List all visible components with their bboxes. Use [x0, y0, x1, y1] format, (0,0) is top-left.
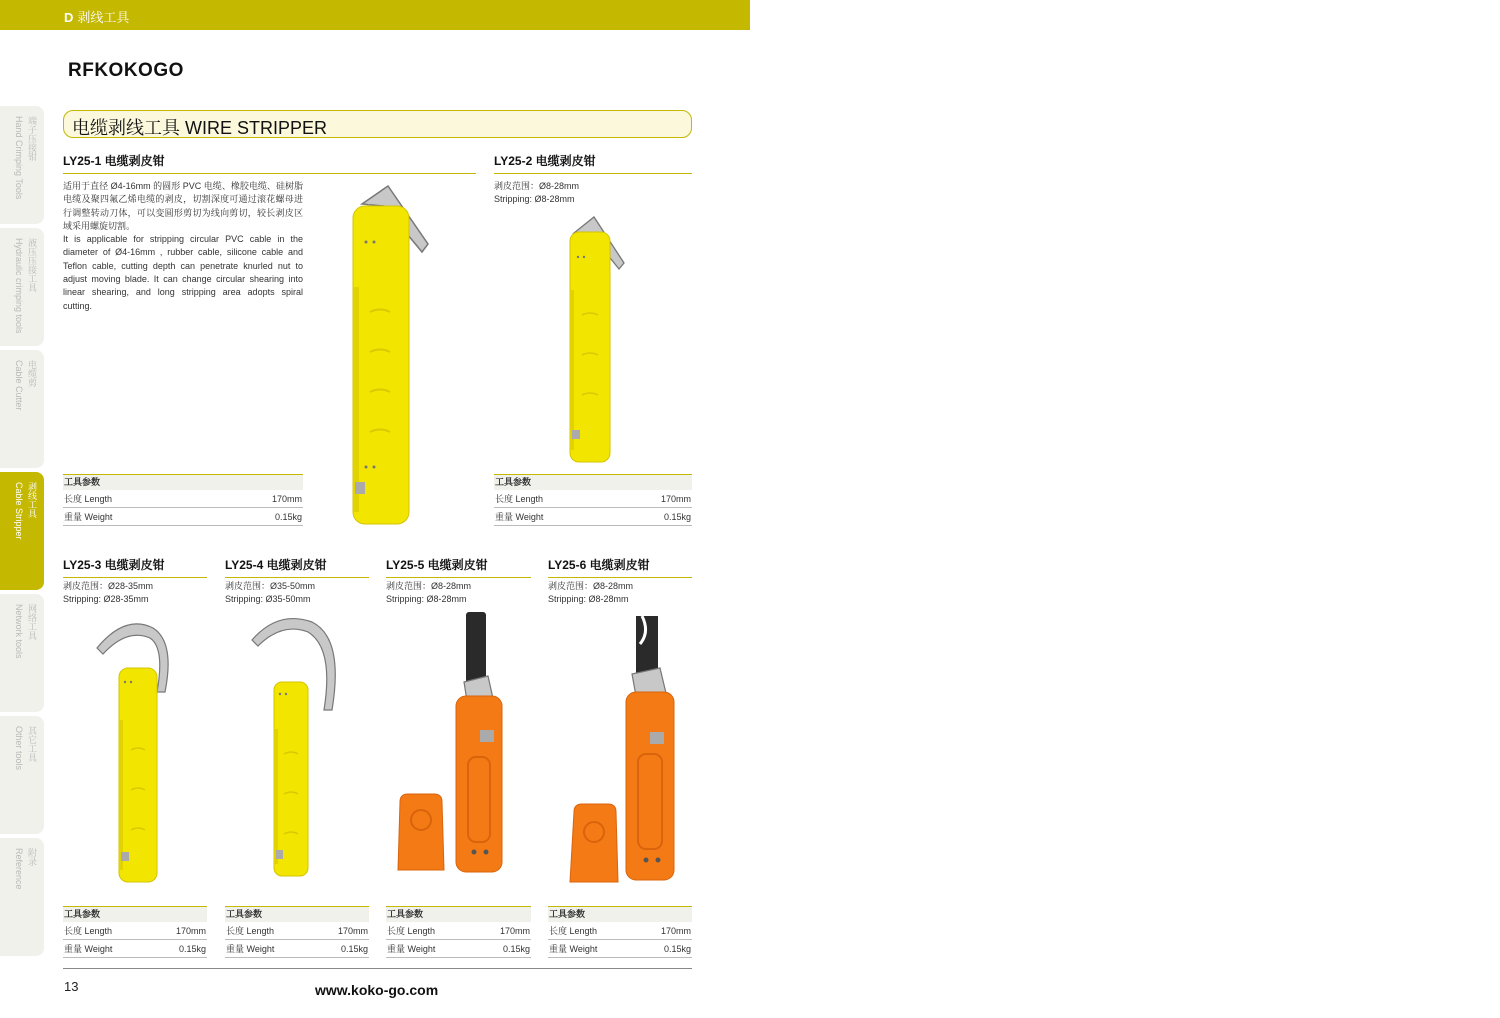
product-range-ly25-5	[386, 580, 531, 607]
side-tab-hand-crimping[interactable]	[0, 106, 44, 224]
product-image-ly25-5	[396, 612, 506, 874]
spec-label: 长度 Length	[64, 926, 113, 936]
range-en: Stripping: Ø8-28mm	[386, 594, 467, 605]
side-tab-hydraulic[interactable]	[0, 228, 44, 346]
spec-row-weight	[63, 508, 303, 526]
website-link[interactable]: www.koko-go.com	[315, 982, 439, 998]
product-range-ly25-6	[548, 580, 692, 607]
spec-title: 工具参数	[63, 474, 303, 490]
spec-value: 0.15kg	[340, 944, 368, 954]
side-tab-label-en: Cable Cutter	[14, 360, 24, 411]
spec-row-weight	[548, 940, 692, 958]
product-title-ly25-2: LY25-2 电缆剥皮钳	[494, 152, 692, 174]
product-range-ly25-3	[63, 580, 207, 607]
range-en: Stripping: Ø8-28mm	[494, 194, 575, 205]
spec-label: 长度 Length	[64, 494, 113, 504]
product-title-ly25-3: LY25-3 电缆剥皮钳	[63, 556, 207, 578]
side-tab-other-tools[interactable]	[0, 716, 44, 834]
spec-title: 工具参数	[494, 474, 692, 490]
spec-label: 长度 Length	[549, 926, 598, 936]
spec-value: 0.15kg	[274, 512, 302, 522]
spec-value: 170mm	[660, 494, 691, 504]
product-image-ly25-2	[560, 215, 635, 465]
spec-table-ly25-4	[225, 906, 369, 958]
spec-table-ly25-6	[548, 906, 692, 958]
product-title-ly25-5: LY25-5 电缆剥皮钳	[386, 556, 531, 578]
side-tab-label-cn: 电缆剪	[27, 360, 37, 387]
spec-row-length	[548, 922, 692, 940]
spec-title: 工具参数	[63, 906, 207, 922]
section-title: 电缆剥线工具 WIRE STRIPPER	[63, 110, 692, 138]
product-title-ly25-4: LY25-4 电缆剥皮钳	[225, 556, 369, 578]
description-cn: 适用于直径 Ø4-16mm 的圆形 PVC 电缆、橡胶电缆、硅树脂电缆及聚四氟乙烯电缆的剥皮，切割深度可通过滚花螺母进行调整转动刀体，可以变圆形剪切为线向剪切，较长剥皮区域采用螺旋切割。	[63, 181, 303, 231]
category-letter: D	[64, 10, 74, 25]
spec-row-weight	[386, 940, 531, 958]
range-en: Stripping: Ø28-35mm	[63, 594, 149, 605]
side-tab-label-cn: 网络工具	[27, 604, 37, 640]
range-cn: 剥皮范围：Ø35-50mm	[225, 581, 316, 591]
spec-value: 0.15kg	[502, 944, 530, 954]
side-tab-label-cn: 剥线工具	[27, 482, 37, 518]
spec-table-ly25-1	[63, 474, 303, 526]
spec-row-length	[225, 922, 369, 940]
product-image-ly25-4	[250, 614, 345, 879]
spec-value: 170mm	[660, 926, 691, 936]
category-header-bar	[0, 0, 750, 30]
spec-table-ly25-5	[386, 906, 531, 958]
spec-title: 工具参数	[225, 906, 369, 922]
spec-value: 170mm	[499, 926, 530, 936]
side-tab-label-cn: 其它工具	[27, 726, 37, 762]
product-image-ly25-1	[340, 182, 440, 527]
spec-title: 工具参数	[386, 906, 531, 922]
spec-label: 重量 Weight	[549, 944, 598, 954]
spec-table-ly25-3	[63, 906, 207, 958]
side-tab-label-cn: 液压压接工具	[27, 238, 37, 292]
spec-value: 170mm	[175, 926, 206, 936]
product-image-ly25-6	[566, 614, 676, 884]
side-tab-label-en: Reference	[14, 848, 24, 890]
spec-label: 长度 Length	[495, 494, 544, 504]
side-tab-label-cn: 附录	[27, 848, 37, 866]
page-number: 13	[64, 979, 79, 994]
product-range-ly25-2	[494, 180, 692, 207]
footer-divider	[63, 968, 692, 969]
description-en: It is applicable for stripping circular PVC cable in the diameter of Ø4-16mm , rubber cable, silicone cable and Teflon cable, cutting depth can penetrate knurled nut to adjust moving blade. It can change circular shearing into linear shearing, and long stripping area adopts spiral cutting.	[63, 234, 303, 311]
side-tab-label-en: Cable Stripper	[14, 482, 24, 540]
product-title-ly25-1: LY25-1 电缆剥皮钳	[63, 152, 476, 174]
product-range-ly25-4	[225, 580, 369, 607]
spec-row-length	[63, 922, 207, 940]
side-tab-cable-stripper[interactable]	[0, 472, 44, 590]
spec-label: 长度 Length	[226, 926, 275, 936]
spec-row-length	[386, 922, 531, 940]
side-tab-label-en: Hydraulic crimping tools	[14, 238, 24, 334]
brand-logo: RFKOKOGO	[68, 60, 184, 81]
spec-title: 工具参数	[548, 906, 692, 922]
range-en: Stripping: Ø35-50mm	[225, 594, 311, 605]
side-tab-label-cn: 端子压接钳	[27, 116, 37, 161]
range-en: Stripping: Ø8-28mm	[548, 594, 629, 605]
spec-row-length	[494, 490, 692, 508]
side-tab-label-en: Network tools	[14, 604, 24, 659]
spec-label: 重量 Weight	[387, 944, 436, 954]
spec-label: 重量 Weight	[64, 512, 113, 522]
product-title-ly25-6: LY25-6 电缆剥皮钳	[548, 556, 692, 578]
side-tab-reference[interactable]	[0, 838, 44, 956]
spec-table-ly25-2	[494, 474, 692, 526]
product-image-ly25-3	[95, 620, 180, 885]
spec-label: 重量 Weight	[64, 944, 113, 954]
range-cn: 剥皮范围：Ø28-35mm	[63, 581, 154, 591]
side-tab-label-en: Hand Crimping Tools	[14, 116, 24, 200]
range-cn: 剥皮范围：Ø8-28mm	[494, 181, 580, 191]
range-cn: 剥皮范围：Ø8-28mm	[548, 581, 634, 591]
side-tab-network-tools[interactable]	[0, 594, 44, 712]
spec-value: 170mm	[337, 926, 368, 936]
range-cn: 剥皮范围：Ø8-28mm	[386, 581, 472, 591]
spec-row-weight	[225, 940, 369, 958]
spec-value: 170mm	[271, 494, 302, 504]
product-description-ly25-1	[63, 180, 303, 313]
spec-label: 长度 Length	[387, 926, 436, 936]
spec-row-weight	[63, 940, 207, 958]
side-tab-label-en: Other tools	[14, 726, 24, 771]
spec-label: 重量 Weight	[226, 944, 275, 954]
category-label	[64, 7, 129, 26]
spec-value: 0.15kg	[178, 944, 206, 954]
spec-value: 0.15kg	[663, 944, 691, 954]
spec-row-length	[63, 490, 303, 508]
spec-label: 重量 Weight	[495, 512, 544, 522]
spec-value: 0.15kg	[663, 512, 691, 522]
category-name: 剥线工具	[77, 10, 130, 25]
side-tab-cable-cutter[interactable]	[0, 350, 44, 468]
spec-row-weight	[494, 508, 692, 526]
